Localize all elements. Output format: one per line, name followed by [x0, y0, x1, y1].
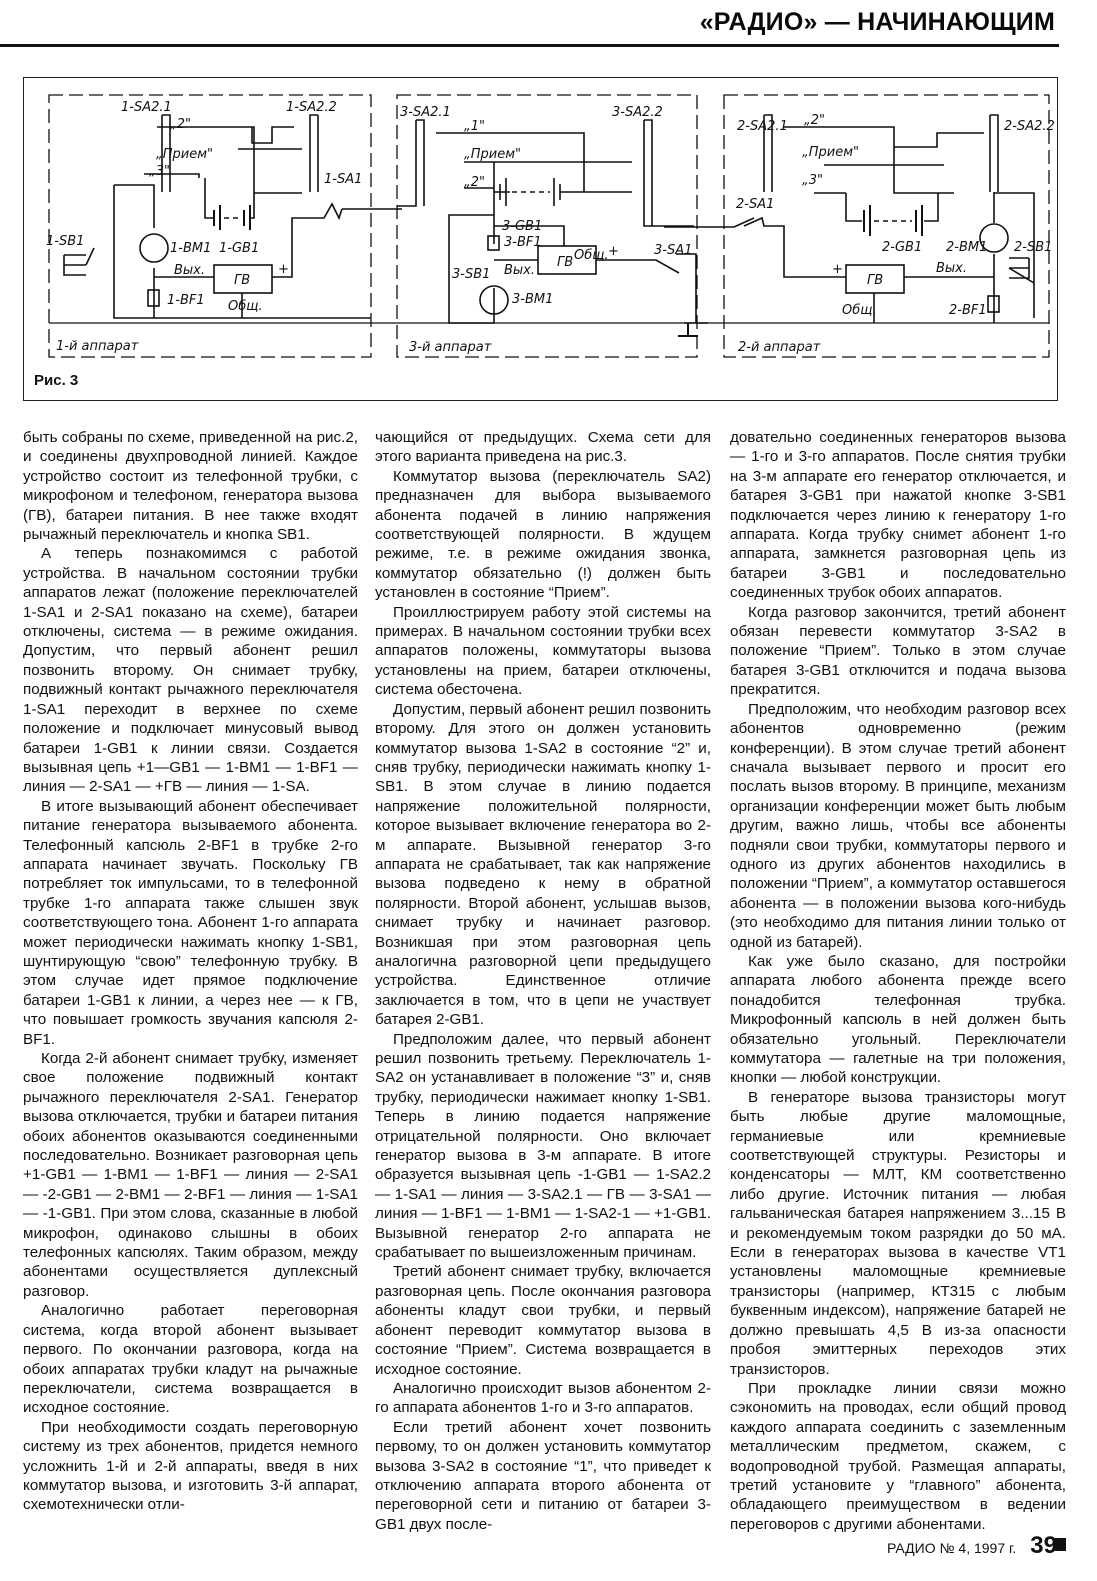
- page-footer: [887, 1532, 1057, 1560]
- label-1-plus: +: [278, 262, 289, 277]
- label-3-bm1: 3-BM1: [512, 292, 554, 307]
- label-3-common: Общ.: [574, 248, 609, 263]
- label-2-common: Общ.: [842, 303, 877, 318]
- label-2-plus: +: [832, 262, 843, 277]
- label-3-out: Вых.: [504, 263, 536, 278]
- label-2-gv: ГВ: [867, 273, 884, 288]
- label-1-bf1: 1-BF1: [167, 293, 205, 308]
- label-2-pos-3: „3": [802, 173, 823, 188]
- label-2-sa1: 2-SA1: [736, 197, 775, 212]
- paragraph: Предположим далее, что первый абонент решил позвонить третьему. Переключатель 1-SA2 он устанавливает в положение “3” и, сняв трубку, периодически нажимает кнопку 1-SB1. Теперь в линию подается напряжение отрицательной полярности. Оно включает генератор вызова в 3-м аппарате. В итоге образуется вызывная цепь -1-GB1 — 1-SA2.2 — 1-SA1 — линия — 3-SA2.1 — ГВ — 3-SA1 — линия — 1-BF1 — 1-BM1 — 1-SA2-1 — +1-GB1. Вызывной генератор 2-го аппарата не срабатывает по вышеизложенным причинам.: [375, 1030, 711, 1262]
- unit-3-title: 3-й аппарат: [409, 340, 492, 355]
- label-2-bf1: 2-BF1: [949, 303, 987, 318]
- line-wire-top: [342, 209, 754, 227]
- paragraph: довательно соединенных генераторов вызова — 1-го и 3-го аппаратов. После снятия трубки на 3-м аппарате его генератор отключается, и батарея 3-GB1 при нажатой кнопке 3-SB1 подключается через линию к генератору 1-го аппарата. Когда трубку снимет абонент 1-го аппарата, замкнется разговорная цепь из батареи 3-GB1 и последовательно соединенных трубок обоих аппаратов.: [730, 429, 1066, 602]
- paragraph: А теперь познакомимся с работой устройства. В начальном состоянии трубки аппаратов лежат (положение переключателей 1-SA1 и 2-SA1 показано на схеме), батареи отключены, система — в режиме ожидания. Допустим, что первый абонент решил позвонить второму. Он снимает трубку, подвижный контакт рычажного переключателя 1-SA1 переходит в верхнее по схеме положение и подключает минусовый вывод батареи 1-GB1 к линии связи. Создается вызывная цепь +1—GB1 — 1-BM1 — 1-BF1 — линия — 2-SA1 — +ГВ — линия — 1-SA.: [23, 545, 358, 796]
- paragraph: Когда разговор закончится, третий абонент обязан перевести коммутатор 3-SA2 в положение “Прием”. Только в этом случае батарея 3-GB1 отключится и подача вызова прекратится.: [730, 603, 1066, 699]
- label-3-gb1: 3-GB1: [502, 219, 543, 234]
- label-3-sa2-2: 3-SA2.2: [612, 105, 663, 120]
- paragraph: При необходимости создать переговорную систему из трех абонентов, придется немного усложнить 1-й и 2-й аппараты, введя в них коммутатор вызова, и изготовить 3-й аппарат, схемотехнически отли-: [23, 1418, 358, 1514]
- paragraph: чающийся от предыдущих. Схема сети для этого варианта приведена на рис.3.: [375, 429, 711, 466]
- label-2-sb1: 2-SB1: [1014, 240, 1053, 255]
- label-3-pos-1: „1": [464, 119, 485, 134]
- label-1-sa2-2: 1-SA2.2: [286, 100, 337, 115]
- label-3-sb1: 3-SB1: [452, 267, 491, 282]
- label-1-bm1: 1-BM1: [170, 241, 212, 256]
- unit-2-schematic: [744, 115, 1034, 323]
- paragraph: Предположим, что необходим разговор всех абонентов одновременно (режим конференции). В этом случае третий абонент сначала вызывает первого и просит его послать вызов второму. В принципе, механизм организации конференции может быть любым другим, важно лишь, чтобы все абоненты подняли свои трубки, коммутаторы первого и одного из других абонентов находились в положении “Прием”, а коммутатор оставшегося абонента — в положении вызова кого-нибудь (это необходимо для питания линии только от одной из батарей).: [730, 700, 1066, 951]
- text-column-3: [730, 428, 1066, 1551]
- label-1-gb1: 1-GB1: [219, 241, 260, 256]
- issue-info: РАДИО № 4, 1997 г.: [886, 1540, 1017, 1556]
- paragraph: Если третий абонент хочет позвонить первому, то он должен установить коммутатор вызова 3-SA2 в состояние “1”, что приведет к отключению аппарата второго абонента от переговорной сети и питанию от батареи 3-GB1 двух после-: [375, 1418, 711, 1533]
- circuit-diagram: [24, 78, 1059, 402]
- paragraph: быть собраны по схеме, приведенной на рис.2, и соединены двухпроводной линией. Каждое устройство состоит из телефонной трубки, с микрофоном и телефоном, генератора вызова (ГВ), батареи питания. В нее также входят рычажный переключатель и кнопка SB1.: [23, 429, 358, 544]
- text-column-1: [23, 428, 358, 1515]
- label-1-out: Вых.: [174, 263, 206, 278]
- label-3-sa2-1: 3-SA2.1: [400, 105, 451, 120]
- label-1-gv: ГВ: [234, 273, 251, 288]
- label-2-pos-2: „2": [804, 113, 825, 128]
- text-column-2: [375, 428, 711, 1534]
- label-3-bf1: 3-BF1: [504, 235, 542, 250]
- label-1-sa1: 1-SA1: [324, 172, 363, 187]
- label-2-sa2-1: 2-SA2.1: [737, 119, 788, 134]
- label-1-pos-3: „3": [149, 164, 170, 179]
- paragraph: В итоге вызывающий абонент обеспечивает питание генератора вызываемого абонента. Телефонный капсюль 2-BF1 в трубке 2-го аппарата начинает звучать. Поскольку ГВ потребляет ток импульсами, то в телефонной трубке 1-го аппарата также слышен звук соответствующего тона. Абонент 1-го аппарата может периодически нажимать кнопку 1-SB1, шунтирующую “свою” телефонную трубку. В этом случае идет прямое подключение батареи 1-GB1 к линии, а через нее — к ГВ, что повышает громкость звучания капсюля 2-BF1.: [23, 797, 358, 1048]
- label-3-pos-receive: „Прием": [464, 147, 521, 162]
- paragraph: Аналогично происходит вызов абонентом 2-го аппарата абонентов 1-го и 3-го аппаратов.: [375, 1379, 711, 1417]
- label-2-sa2-2: 2-SA2.2: [1004, 119, 1055, 134]
- label-1-sb1: 1-SB1: [46, 234, 85, 249]
- label-2-out: Вых.: [936, 261, 968, 276]
- paragraph: Аналогично работает переговорная система, когда второй абонент вызывает первого. По окончании разговора, когда на обоих аппаратах трубки кладут на рычажные переключатели, система возвращается в исходное состояние.: [23, 1302, 358, 1417]
- unit-1-title: 1-й аппарат: [56, 339, 139, 354]
- label-1-pos-2: „2": [170, 117, 191, 132]
- label-2-gb1: 2-GB1: [882, 240, 923, 255]
- paragraph: При прокладке линии связи можно сэкономить на проводах, если общий провод каждого аппарата соединить с заземленным металлическим предметом, скажем, с водопроводной трубой. Размещая аппараты, третий установите у “главного” абонента, обладающего преимуществом в ведении переговоров с другими абонентами.: [730, 1379, 1066, 1533]
- paragraph: Когда 2-й абонент снимает трубку, изменяет свое положение подвижный контакт рычажного переключателя 2-SA1. Генератор вызова отключается, трубки и батареи питания обоих абонентов оказываются соединенными последовательно. Возникает разговорная цепь +1-GB1 — 1-BM1 — 1-BF1 — линия — 2-SA1 — -2-GB1 — 2-BM1 — 2-BF1 — линия — 1-SA1 — -1-GB1. При этом слова, сказанные в любой микрофон, одинаково слышны в обоих телефонных капсюлях. Таким образом, между абонентами осуществляется дуплексный разговор.: [23, 1050, 358, 1300]
- unit-1-schematic: [64, 115, 371, 318]
- label-3-pos-2: „2": [464, 175, 485, 190]
- unit-2-title: 2-й аппарат: [738, 340, 821, 355]
- paragraph: Коммутатор вызова (переключатель SA2) предназначен для выбора вызываемого абонента подачей в линию напряжения соответствующей полярности. В ждущем режиме, т.е. в режиме ожидания звонка, коммутатор обязательно (!) должен быть установлен в состояние “Прием”.: [375, 467, 711, 602]
- paragraph: Проиллюстрируем работу этой системы на примерах. В начальном состоянии трубки всех аппаратов положены, коммутаторы вызова установлены на прием, батареи отключены, система обесточена.: [375, 603, 711, 699]
- label-3-sa1: 3-SA1: [654, 243, 693, 258]
- label-1-sa2-1: 1-SA2.1: [121, 100, 172, 115]
- label-1-pos-receive: „Прием": [156, 147, 213, 162]
- label-1-common: Общ.: [228, 299, 263, 314]
- paragraph: Третий абонент снимает трубку, включается разговорная цепь. После окончания разговора абоненты кладут свои трубки, и первый абонент переводит коммутатор вызова в состояние “Прием”. Система возвращается в исходное состояние.: [375, 1263, 711, 1378]
- page-number: 39: [1030, 1532, 1057, 1559]
- header-rule: [0, 44, 1059, 47]
- paragraph: Как уже было сказано, для постройки аппарата любого абонента прежде всего понадобится телефонная трубка. Микрофонный капсюль в ней должен быть обязательно угольный. Переключатели коммутатора — галетные на три положения, кнопки — любой конструкции.: [730, 952, 1066, 1087]
- paragraph: В генераторе вызова транзисторы могут быть любые другие маломощные, германиевые или кремниевые соответствующей структуры. Резисторы и конденсаторы — МЛТ, КМ соответственно либо другие. Источник питания — любая гальваническая батарея напряжением 3...15 В и рекомендуемым током разрядки до 50 мА. Если в генераторах вызова в качестве VT1 установлены маломощные кремниевые транзисторы (например, КТ315 с любым буквенным индексом), напряжение батарей не должно превышать 4,5 В из-за опасности пробоя эмиттерных переходов этих транзисторов.: [730, 1088, 1066, 1378]
- label-3-gv: ГВ: [557, 255, 574, 270]
- label-2-pos-receive: „Прием": [802, 145, 859, 160]
- paragraph: Допустим, первый абонент решил позвонить второму. Для этого он должен установить коммутатор вызова 1-SA2 в состояние “2” и, сняв трубку, периодически нажимать кнопку 1-SB1. В этом случае в линию подается напряжение положительной полярности, которое вызывает включение генератора во 2-м аппарате. Вызывной генератор 3-го аппарата не срабатывает, так как напряжение вызова подведено к нему в обратной полярности. Второй абонент, услышав вызов, снимает трубку и начинает разговор. Возникшая при этом разговорная цепь аналогична разговорной цепи предыдущего устройства. Единственное отличие заключается в том, что в цепи не участвует батарея 2-GB1.: [375, 700, 711, 1029]
- label-2-bm1: 2-BM1: [946, 240, 988, 255]
- figure-caption: Рис. 3: [34, 372, 79, 389]
- section-title: «РАДИО» — НАЧИНАЮЩИМ: [699, 8, 1055, 36]
- figure-schematic: [23, 77, 1058, 401]
- label-3-plus: +: [608, 244, 619, 259]
